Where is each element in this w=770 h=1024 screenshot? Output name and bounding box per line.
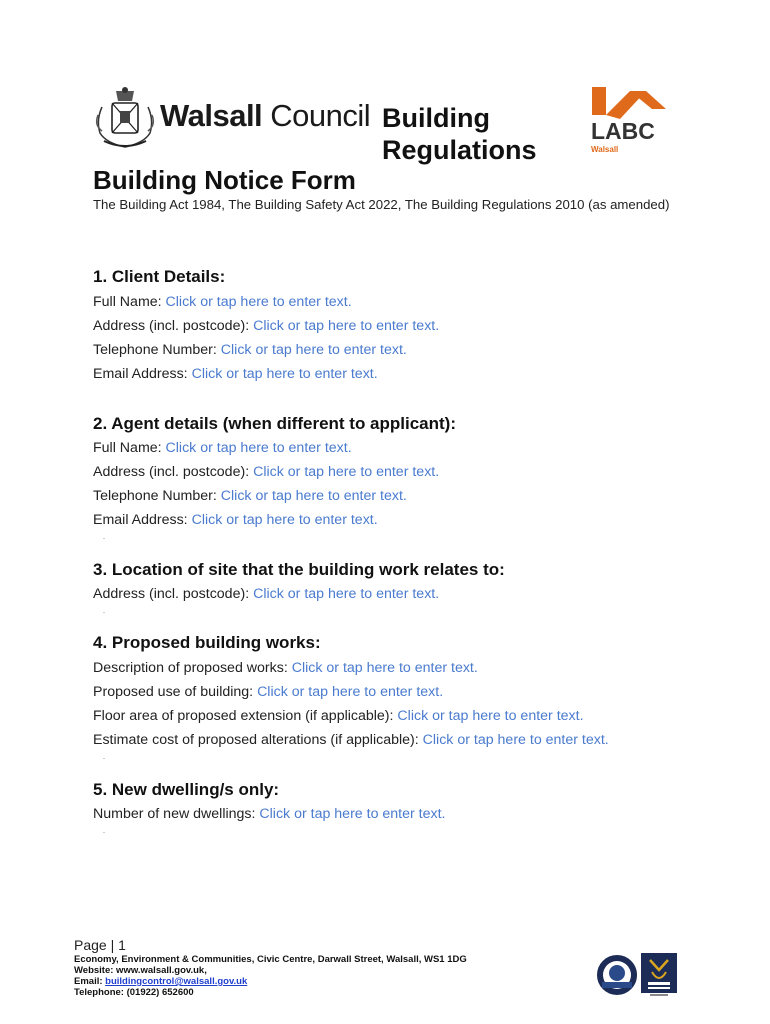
field-client-email: Email Address: Click or tap here to enter text.: [93, 366, 378, 382]
council-name: Walsall Council: [160, 98, 371, 133]
building-use-input[interactable]: Click or tap here to enter text.: [257, 684, 444, 700]
section-heading-agent: 2. Agent details (when different to applicant):: [93, 414, 457, 433]
field-client-telephone: Telephone Number: Click or tap here to enter text.: [93, 342, 407, 358]
divider: [103, 758, 105, 759]
field-floor-area: Floor area of proposed extension (if applicable): Click or tap here to enter text.: [93, 708, 584, 724]
client-email-input[interactable]: Click or tap here to enter text.: [191, 366, 378, 382]
field-site-address: Address (incl. postcode): Click or tap here to enter text.: [93, 586, 440, 602]
floor-area-input[interactable]: Click or tap here to enter text.: [397, 708, 584, 724]
divider: [103, 612, 105, 613]
footer-telephone: Telephone: (01922) 652600: [74, 987, 194, 998]
footer-address: Economy, Environment & Communities, Civic Centre, Darwall Street, Walsall, WS1 1DG: [74, 954, 467, 965]
client-address-input[interactable]: Click or tap here to enter text.: [253, 318, 440, 334]
section-heading-works: 4. Proposed building works:: [93, 633, 321, 652]
client-full-name-input[interactable]: Click or tap here to enter text.: [165, 294, 352, 310]
field-agent-address: Address (incl. postcode): Click or tap here to enter text.: [93, 464, 440, 480]
footer-email: Email: buildingcontrol@walsall.gov.uk: [74, 976, 248, 987]
labc-text: LABC: [591, 118, 655, 144]
field-agent-telephone: Telephone Number: Click or tap here to enter text.: [93, 488, 407, 504]
walsall-crest-logo: [92, 85, 158, 151]
agent-email-input[interactable]: Click or tap here to enter text.: [191, 512, 378, 528]
new-dwellings-input[interactable]: Click or tap here to enter text.: [259, 806, 446, 822]
divider: [103, 832, 105, 833]
field-building-use: Proposed use of building: Click or tap here to enter text.: [93, 684, 444, 700]
header-title: [382, 102, 537, 166]
header-title-line1: Building: [382, 103, 490, 133]
agent-address-input[interactable]: Click or tap here to enter text.: [253, 464, 440, 480]
ukas-badge-icon: [640, 952, 678, 998]
section-heading-dwellings: 5. New dwelling/s only:: [93, 780, 280, 799]
header-title-line2: Regulations: [382, 135, 537, 165]
page-number: Page | 1: [74, 937, 126, 953]
form-subtitle: The Building Act 1984, The Building Safety Act 2022, The Building Regulations 2010 (as amended): [93, 197, 670, 212]
site-address-input[interactable]: Click or tap here to enter text.: [253, 586, 440, 602]
works-description-input[interactable]: Click or tap here to enter text.: [291, 660, 478, 676]
labc-sub: Walsall: [591, 145, 619, 154]
agent-full-name-input[interactable]: Click or tap here to enter text.: [165, 440, 352, 456]
field-agent-full-name: Full Name: Click or tap here to enter text.: [93, 440, 352, 456]
footer-website: Website: www.walsall.gov.uk,: [74, 965, 207, 976]
divider: [103, 538, 105, 539]
field-client-address: Address (incl. postcode): Click or tap here to enter text.: [93, 318, 440, 334]
field-estimate-cost: Estimate cost of proposed alterations (if applicable): Click or tap here to enter text.: [93, 732, 609, 748]
field-agent-email: Email Address: Click or tap here to enter text.: [93, 512, 378, 528]
field-client-full-name: Full Name: Click or tap here to enter text.: [93, 294, 352, 310]
section-heading-location: 3. Location of site that the building work relates to:: [93, 560, 505, 579]
form-title: Building Notice Form: [93, 165, 356, 195]
section-heading-client: 1. Client Details:: [93, 267, 226, 286]
agent-telephone-input[interactable]: Click or tap here to enter text.: [220, 488, 407, 504]
field-works-description: Description of proposed works: Click or tap here to enter text.: [93, 660, 478, 676]
footer-email-link[interactable]: buildingcontrol@walsall.gov.uk: [105, 976, 248, 987]
client-telephone-input[interactable]: Click or tap here to enter text.: [220, 342, 407, 358]
estimate-cost-input[interactable]: Click or tap here to enter text.: [422, 732, 609, 748]
accreditation-badge-icon: [594, 952, 640, 998]
field-new-dwellings: Number of new dwellings: Click or tap here to enter text.: [93, 806, 446, 822]
